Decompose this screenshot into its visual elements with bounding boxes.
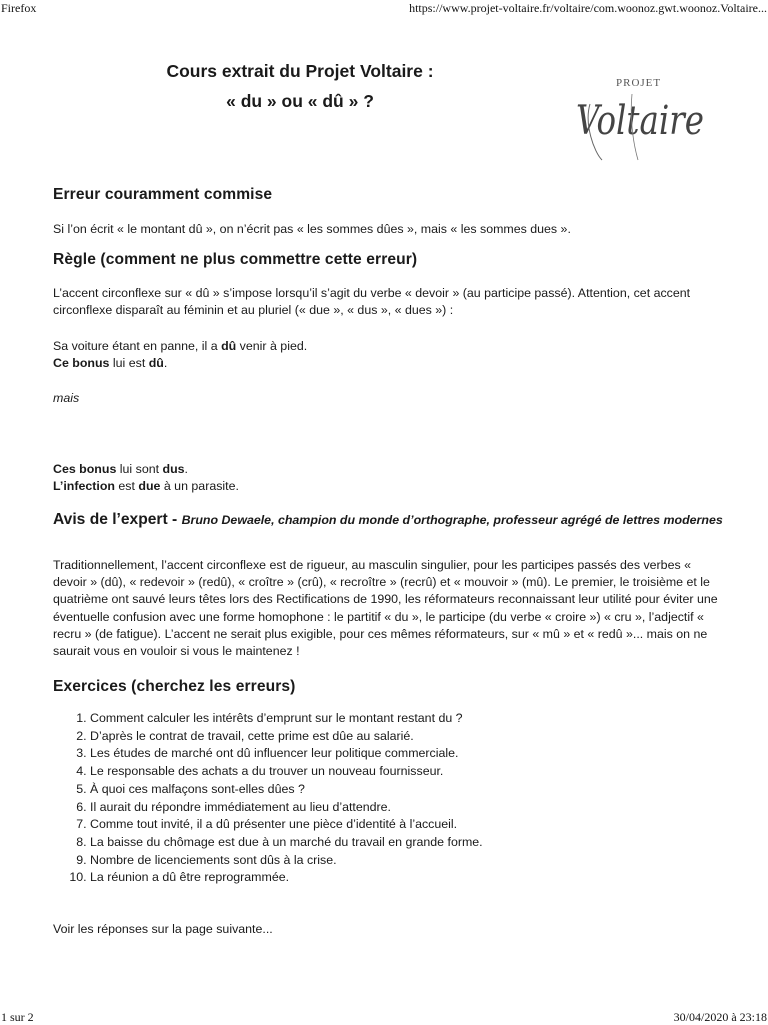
exercise-item: 1. Comment calculer les intérêts d’emprunt sur le montant restant du ? [90,710,723,728]
example-line-1: Sa voiture étant en panne, il a dû venir à pied. [53,339,308,353]
exercise-item: 2. D’après le contrat de travail, cette prime est dûe au salarié. [90,728,723,746]
expert-text: Traditionnellement, l’accent circonflexe est de rigueur, au masculin singulier, pour les participes passés des verbes « devoir » (dû), « redevoir » (redû), « croître » (crû), « recroître » (recrû) et « mouvoir » (mû). Le premier, le troisième et le quatrième ont sauvé leurs têtes lors des Rectifications de 1990, les réformateurs reconnaissant leur utilité pour éviter une éventuelle confusion avec une forme homophone : le partitif « du », le participe (du verbe « croire ») « cru », l’adjectif « recru » (de fatigue). L’accent ne serait plus exigible, pour ces mêmes réformateurs, sur « mû » et « redû »... mais on ne saurait vous en vouloir si vous le maintenez ! [53,558,718,659]
exercise-list [53,710,723,887]
rule-text-block [53,285,723,319]
rule-text: L’accent circonflexe sur « dû » s’impose lorsqu’il s’agit du verbe « devoir » (au participe passé). Attention, cet accent circonflexe disparaît au féminin et au pluriel (« due », « dus », « dues ») : [53,286,691,318]
heading-exercises: Exercices (cherchez les erreurs) [53,678,296,695]
exercise-item: 9. Nombre de licenciements sont dûs à la crise. [90,852,723,870]
rule-mais [53,390,723,407]
exercise-item: 3. Les études de marché ont dû influencer leur politique commerciale. [90,745,723,763]
error-text: Si l’on écrit « le montant dû », on n’écrit pas « les sommes dûes », mais « les sommes dues ». [53,222,571,236]
example-line-4: L’infection est due à un parasite. [53,479,239,494]
heading-rule: Règle (comment ne plus commettre cette erreur) [53,251,418,268]
heading-error: Erreur couramment commise [53,186,273,203]
print-page-number: 1 sur 2 [1,1010,34,1024]
exercise-item: 4. Le responsable des achats a du trouver un nouveau fournisseur. [90,763,723,781]
error-text-block [53,221,723,238]
mais-text: mais [53,391,80,405]
expert-heading-label: Avis de l’expert - [53,511,182,528]
exercise-list-block [53,710,723,887]
answers-note-block [53,921,723,938]
expert-subtitle: Bruno Dewaele, champion du monde d’orthographe, professeur agrégé de lettres modernes [181,513,723,527]
example-line-2: Ce bonus lui est dû. [53,356,168,371]
print-header [0,1,768,16]
logo-big-text: Voltaire [576,98,704,144]
logo-small-text: PROJET [616,77,662,89]
print-url[interactable]: https://www.projet-voltaire.fr/voltaire/com.woonoz.gwt.woonoz.Voltaire... [409,1,767,15]
print-footer [0,1010,768,1025]
exercise-item: 10. La réunion a dû être reprogrammée. [90,869,723,887]
projet-voltaire-logo [572,64,710,166]
expert-text-block [53,557,723,660]
answers-note: Voir les réponses sur la page suivante... [53,922,273,936]
rule-examples-1 [53,338,723,372]
exercise-item: 5. À quoi ces malfaçons sont-elles dûes ? [90,781,723,799]
rule-examples-2 [53,461,723,495]
exercise-item: 6. Il aurait du répondre immédiatement au lieu d’attendre. [90,799,723,817]
example-line-3: Ces bonus lui sont dus. [53,462,188,476]
print-app-name: Firefox [1,1,37,15]
print-date: 30/04/2020 à 23:18 [673,1010,767,1024]
exercise-item: 8. La baisse du chômage est due à un marché du travail en grande forme. [90,834,723,852]
heading-expert [53,511,723,529]
exercise-item: 7. Comme tout invité, il a dû présenter une pièce d’identité à l’accueil. [90,816,723,834]
title-line-1: Cours extrait du Projet Voltaire : [166,61,434,81]
page-title [100,56,500,116]
title-line-2: « du » ou « dû » ? [226,91,374,111]
